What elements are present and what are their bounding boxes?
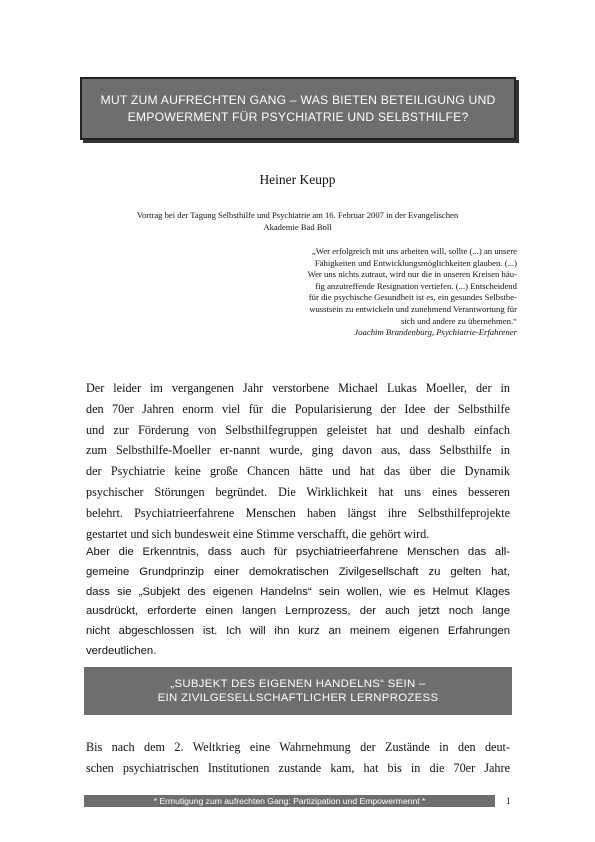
quote-line: „Wer erfolgreich mit uns arbeiten will, sollte (...) an unsere [311,246,517,256]
document-title-box [80,77,516,140]
paragraph-line: gestartet und sich bundesweit eine Stimme verschafft, die gehört wird. [86,526,430,541]
quote-line: Fähigkeiten und Entwicklungsmöglichkeiten glauben. (...) [314,257,517,268]
paragraph-line: belehrt. Psychiatrieerfahrene Menschen haben längst ihre Selbsthilfeprojekte [86,505,510,520]
lecture-note-line-1: Vortrag bei der Tagung Selbsthilfe und Psychiatrie am 16. Februar 2007 in der Evangelischen [136,210,459,220]
paragraph-line: schen psychiatrischen Institutionen zustande kam, hat bis in die 70er Jahre [86,760,510,775]
paragraph-line: Bis nach dem 2. Weltkrieg eine Wahrnehmung der Zustände in den deut- [86,740,510,754]
paragraph-line: den 70er Jahren enorm viel für die Popularisierung der Idee der Selbsthilfe [86,401,510,416]
paragraph-line: ausdrückt, erforderte einen langen Lernprozess, der auch jetzt noch lange [86,605,510,618]
paragraph-line: nicht abgeschlossen ist. Ich will ihn kurz an meinem eigenen Erfahrungen [86,625,510,638]
body-paragraph-3 [86,737,510,779]
paragraph-line: dass sie „Subjekt des eigenen Handelns“ sein wollen, wie es Helmut Klages [86,585,510,598]
section-heading [84,667,512,715]
footer-bar: * Ermutigung zum aufrechten Gang: Partizipation und Empowermennt * [84,795,495,807]
paragraph-line: und zur Förderung von Selbsthilfegruppen geleistet hat und deshalb einfach [86,422,510,437]
quote-line: Wer uns nichts zutraut, wird nur die in unseren Kreisen häu- [307,269,517,280]
quote-line: wusstsein zu entwickeln und zunehmend Verantwortung für [309,303,517,314]
quote-line: fig anzutreffende Resignation vertiefen. (...) Entscheidend [315,280,517,291]
lecture-note [90,209,505,233]
section-heading-line-1: „SUBJEKT DES EIGENEN HANDELNS“ SEIN – [170,678,426,690]
document-title-line-2: EMPOWERMENT FÜR PSYCHIATRIE UND SELBSTHILFE? [127,109,469,124]
quote-attribution: Joachim Brandenburg, Psychiatrie-Erfahrener [354,327,517,338]
body-paragraph-2 [86,543,510,662]
body-paragraph-1 [86,378,510,544]
paragraph-line: gemeine Grundprinzip einer demokratischen Zivilgesellschaft zu gelten hat, [86,565,510,578]
paragraph-line: psychischer Störungen begründet. Die Wirklichkeit hat uns eines besseren [86,484,510,499]
author-name: Heiner Keupp [259,172,336,187]
paragraph-line: zum Selbsthilfe-Moeller er-nannt wurde, ging davon aus, dass Selbsthilfe in [86,443,510,458]
section-heading-line-2: EIN ZIVILGESELLSCHAFTLICHER LERNPROZESS [157,692,439,704]
document-title-line-1: MUT ZUM AUFRECHTEN GANG – WAS BIETEN BETEILIGUNG UND [100,92,496,107]
paragraph-line: verdeutlichen. [86,644,157,657]
epigraph-quote [217,246,517,339]
quote-line: für die psychische Gesundheit ist es, ein gesundes Selbstbe- [308,292,517,303]
lecture-note-line-2: Akademie Bad Boll [263,222,332,232]
paragraph-line: Der leider im vergangenen Jahr verstorbene Michael Lukas Moeller, der in [86,381,510,395]
page-number: 1 [506,796,511,806]
paragraph-line: der Psychiatrie keine große Chancen hätte und hat das über die Dynamik [86,464,510,479]
paragraph-line: Aber die Erkenntnis, dass auch für psychiatrieerfahrene Menschen das all- [86,546,510,558]
quote-line: sich und andere zu übernehmen.“ [400,315,517,326]
